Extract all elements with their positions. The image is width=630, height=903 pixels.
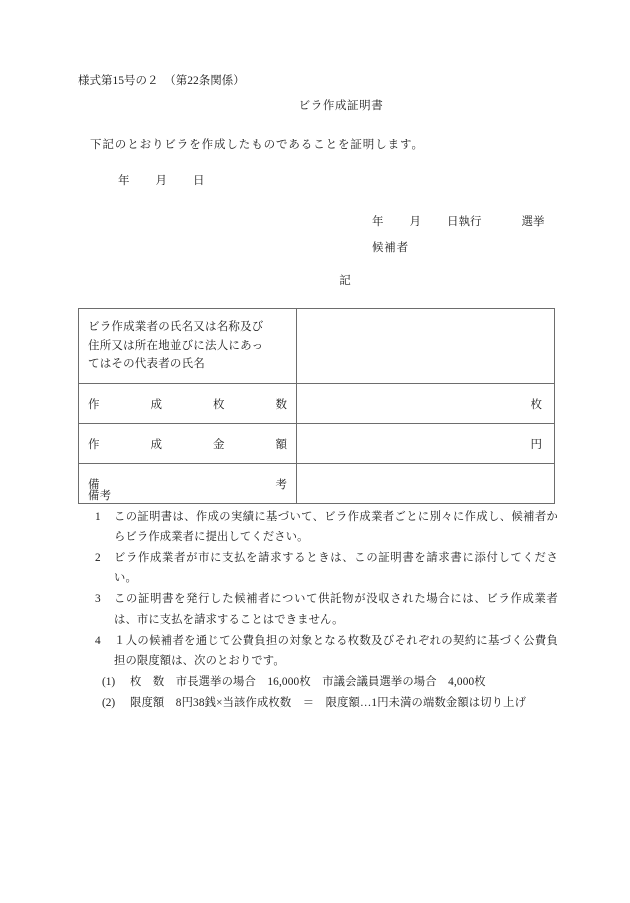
election-date-line [372, 213, 545, 229]
note-item [88, 548, 558, 588]
table-row [79, 384, 555, 424]
printer-name-value[interactable] [297, 309, 555, 384]
election-year: 年 [372, 216, 384, 228]
issue-date-line [118, 172, 205, 188]
issue-date-day: 日 [193, 175, 205, 187]
notes-title: 備考 [88, 490, 112, 502]
printer-name-label: ビラ作成業者の氏名又は名称及び 住所又は所在地並びに法人にあっ てはその代表者の氏名 [79, 309, 297, 384]
election-month: 月 [409, 216, 421, 228]
ki-mark: 記 [339, 275, 351, 287]
note-text: この証明書を発行した候補者について供託物が没収された場合には、ビラ作成業者は、市に支払を請求することはできません。 [114, 593, 558, 626]
note-sub-item [88, 672, 558, 692]
note-text: ビラ作成業者が市に支払を請求するときは、この証明書を請求書に添付してください。 [114, 552, 558, 585]
table-row [79, 309, 555, 384]
note-number: 1 [95, 511, 101, 524]
page-title: ビラ作成証明書 [298, 100, 384, 112]
candidate-label: 候補者 [372, 242, 409, 254]
note-item [88, 589, 558, 629]
issue-date-month: 月 [155, 175, 167, 187]
sub-item-text: 限度額 8円38銭×当該作成枚数 ＝ 限度額…1円未満の端数金額は切り上げ [130, 696, 527, 709]
election-day-exec: 日執行 [447, 216, 482, 228]
certification-statement: 下記のとおりビラを作成したものであることを証明します。 [90, 139, 424, 151]
note-number: 3 [95, 593, 101, 606]
sub-item-number: (1) [102, 675, 116, 688]
note-item [88, 507, 558, 547]
election-label: 選挙 [521, 216, 545, 228]
note-number: 2 [95, 552, 101, 565]
note-text: １人の候補者を通じて公費負担の対象となる枚数及びそれぞれの契約に基づく公費負担の限度額は、次のとおりです。 [114, 634, 558, 667]
note-text: この証明書は、作成の実績に基づいて、ビラ作成業者ごとに別々に作成し、候補者からビラ作成業者に提出してください。 [114, 511, 558, 544]
notes-section [88, 486, 558, 713]
remarks-label: 備 考 [79, 464, 297, 504]
amount-label: 作 成 金 額 [79, 424, 297, 464]
sheet-count-unit[interactable]: 枚 [297, 384, 555, 424]
sub-item-text: 枚 数 市長選挙の場合 16,000枚 市議会議員選挙の場合 4,000枚 [130, 675, 486, 688]
table-row [79, 424, 555, 464]
form-number: 様式第15号の２ （第22条関係） [78, 75, 245, 87]
sheet-count-label: 作 成 枚 数 [79, 384, 297, 424]
amount-unit[interactable]: 円 [297, 424, 555, 464]
certificate-table [78, 308, 555, 504]
sub-item-number: (2) [102, 696, 116, 709]
note-item [88, 631, 558, 671]
note-number: 4 [95, 634, 101, 647]
issue-date-year: 年 [118, 175, 130, 187]
note-sub-item [88, 693, 558, 713]
